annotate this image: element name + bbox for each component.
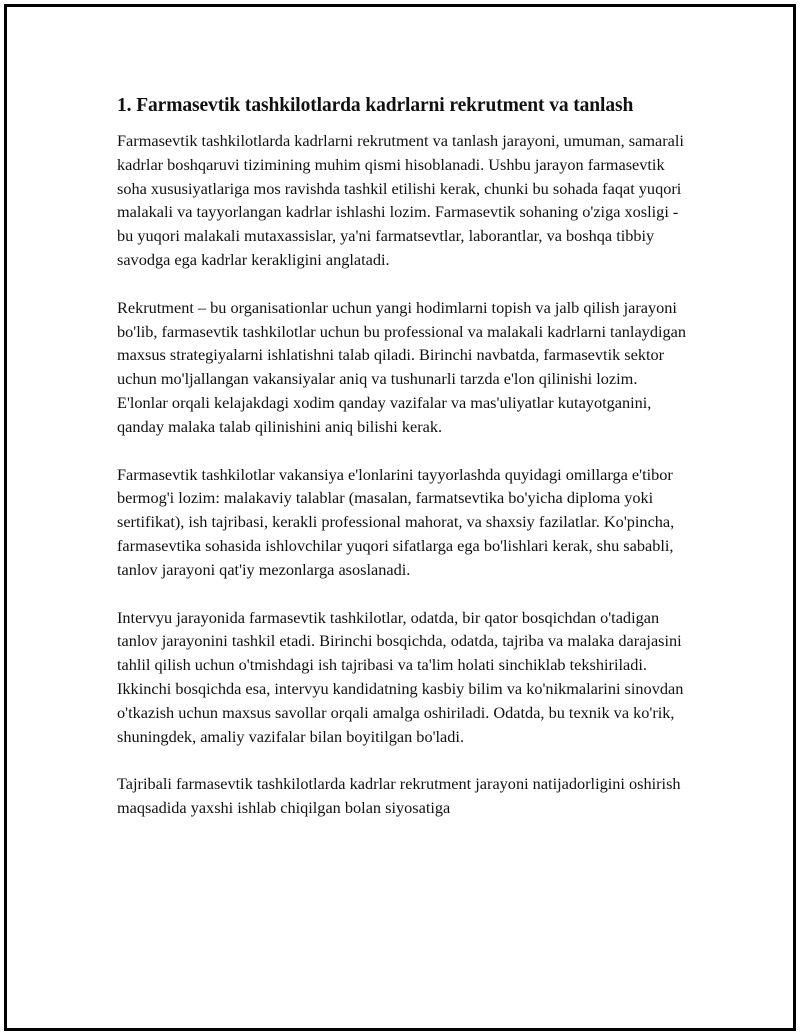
paragraph-experienced-organizations: Tajribali farmasevtik tashkilotlarda kadrlar rekrutment jarayoni natijadorligini oshirish maqsadida yaxshi ishlab chiqilgan bolan siyosatiga (117, 774, 681, 818)
paragraph-recruitment: Rekrutment – bu organisationlar uchun yangi hodimlarni topish va jalb qilish jarayoni bo'lib, farmasevtik tashkilotlar uchun bu professional va malakali kadrlarni tanlaydigan maxsus strategiyalarni ishlatishni talab qiladi. Birinchi navbatda, farmasevtik sektor uchun mo'ljallangan vakansiyalar aniq va tushunarli tarzda e'lon qilinishi lozim. E'lonlar orqali kelajakdagi xodim qanday vazifalar va mas'uliyatlar kutayotganini, qanday malaka talab qilinishini aniq bilishi kerak. (117, 297, 686, 436)
paragraph-interview: Intervyu jarayonida farmasevtik tashkilotlar, odatda, bir qator bosqichdan o'tadigan tanlov jarayonini tashkil etadi. Birinchi bosqichda, odatda, tajriba va malaka darajasini tahlil qilish uchun o'tmishdagi ish tajribasi va ta'lim holati sinchiklab tekshiriladi. Ikkinchi bosqichda esa, intervyu kandidatning kasbiy bilim va ko'nikmalarini sinovdan o'tkazish uchun maxsus savollar orqali amalga oshiriladi. Odatda, bu texnik va ko'rik, shuningdek, amaliy vazifalar bilan boyitilgan bo'ladi. (117, 607, 684, 746)
paragraph-intro: Farmasevtik tashkilotlarda kadrlarni rekrutment va tanlash jarayoni, umuman, samarali kadrlar boshqaruvi tizimining muhim qismi hisoblanadi. Ushbu jarayon farmasevtik soha xususiyatlariga mos ravishda tashkil etilishi kerak, chunki bu sohada faqat yuqori malakali va tayyorlangan kadrlar ishlashi lozim. Farmasevtik sohaning o'ziga xosligi - bu yuqori malakali mutaxassislar, ya'ni farmatsevtlar, laborantlar, va boshqa tibbiy savodga ega kadrlar kerakligini anglatadi. (117, 131, 684, 269)
document-body (117, 92, 689, 844)
paragraph-vacancy-requirements: Farmasevtik tashkilotlar vakansiya e'lonlarini tayyorlashda quyidagi omillarga e'tibor bermog'i lozim: malakaviy talablar (masalan, farmatsevtika bo'yicha diploma yoki sertifikat), ish tajribasi, kerakli professional mahorat, va shaxsiy fazilatlar. Ko'pincha, farmasevtika sohasida ishlovchilar yuqori sifatlarga ega bo'lishlari kerak, shu sababli, tanlov jarayoni qat'iy mezonlarga asoslanadi. (117, 464, 675, 579)
section-heading: 1. Farmasevtik tashkilotlarda kadrlarni rekrutment va tanlash (117, 95, 634, 116)
